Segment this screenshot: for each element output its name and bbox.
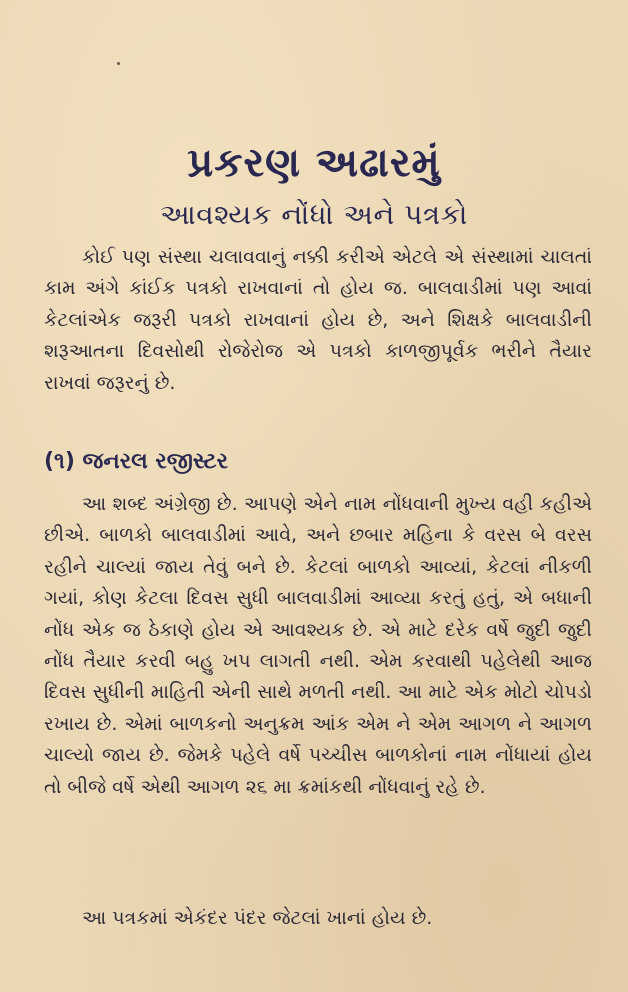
body-paragraph: આ શબ્દ અંગ્રેજી છે. આપણે એને નામ નોંધવાની મુખ્ય વહી કહીએ છીએ. બાળકો બાલવાડીમાં આવે, અને છબાર મહિના કે વરસ બે વરસ રહીને ચાલ્યાં જાય તેવું બને છે. કેટલાં બાળકો આવ્યાં, કેટલાં નીકળી ગયાં, કોણ કેટલા દિવસ સુધી બાલવાડીમાં આવ્યા કરતું હતું, એ બધાની નોંધ એક જ ઠેકાણે હોય એ આવશ્યક છે. એ માટે દરેક વર્ષે જુદી જુદી નોંધ તૈયાર કરવી બહુ ખપ લાગતી નથી. એમ કરવાથી પહેલેથી આજ દિવસ સુધીની માહિતી એની સાથે મળતી નથી. આ માટે એક મોટો ચોપડો રખાય છે. એમાં બાળકનો અનુક્રમ આંક એમ ને એમ આગળ ને આગળ ચાલ્યો જાય છે. જેમકે પહેલે વર્ષે પચ્ચીસ બાળકોનાં નામ નોંધાયાં હોય તો બીજે વર્ષે એથી આગળ ૨૬ મા ક્રમાંકથી નોંધવાનું રહે છે.	[44, 493, 592, 798]
closing-paragraph: આ પત્રકમાં એકંદર પંદર જેટલાં ખાનાં હોય છે.	[82, 907, 433, 929]
intro-paragraph: કોઈ પણ સંસ્થા ચલાવવાનું નક્કી કરીએ એટલે એ સંસ્થામાં ચાલતાં કામ અંગે કાંઈક પત્રકો રાખવાનાં તો હોય જ. બાલવાડીમાં પણ આવાં કેટલાંએક જરૂરી પત્રકો રાખવાનાં હોય છે, અને શિક્ષકે બાલવાડીની શરૂઆતના દિવસોથી રોજેરોજ એ પત્રકો કાળજીપૂર્વક ભરીને તૈયાર રાખવાં જરૂરનું છે.	[44, 246, 592, 394]
ink-speck	[117, 62, 120, 65]
chapter-title: પ્રકરણ અઢારમું	[187, 140, 441, 186]
chapter-subtitle: આવશ્યક નોંધો અને પત્રકો	[160, 198, 468, 231]
section-heading: (૧) જનરલ રજીસ્ટર	[44, 449, 228, 474]
